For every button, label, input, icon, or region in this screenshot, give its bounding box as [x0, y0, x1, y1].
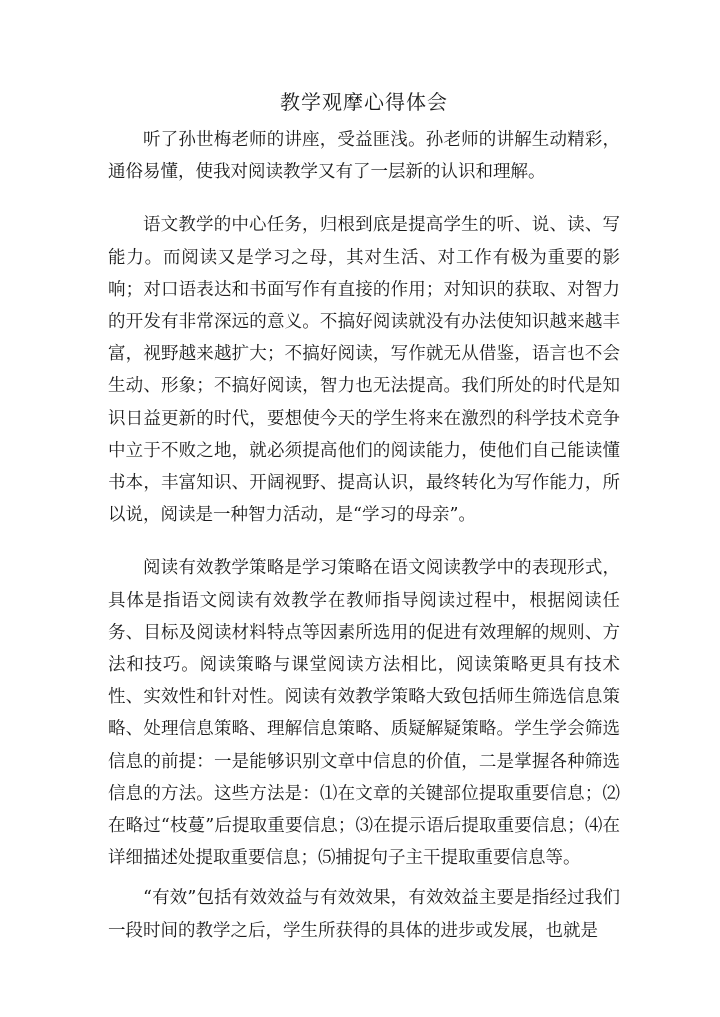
- paragraph-2: 语文教学的中心任务，归根到底是提高学生的听、说、读、写能力。而阅读又是学习之母，其对生活、对工作有极为重要的影响；对口语表达和书面写作有直接的作用；对知识的获取、对智力的开发有非常深远的意义。不搞好阅读就没有办法使知识越来越丰富，视野越来越扩大；不搞好阅读，写作就无从借鉴，语言也不会生动、形象；不搞好阅读，智力也无法提高。我们所处的时代是知识日益更新的时代，要想使今天的学生将来在激烈的科学技术竞争中立于不败之地，就必须提高他们的阅读能力，使他们自己能读懂书本，丰富知识、开阔视野、提高认识，最终转化为写作能力，所以说，阅读是一种智力活动，是“学习的母亲”。: [108, 215, 620, 526]
- paragraph-4: “有效”包括有效效益与有效效果，有效效益主要是指经过我们一段时间的教学之后，学生所获得的具体的进步或发展，也就是: [108, 888, 620, 941]
- paragraph-1: 听了孙世梅老师的讲座，受益匪浅。孙老师的讲解生动精彩，通俗易懂，使我对阅读教学又有了一层新的认识和理解。: [108, 130, 620, 183]
- paragraph-3: 阅读有效教学策略是学习策略在语文阅读教学中的表现形式，具体是指语文阅读有效教学在教师指导阅读过程中，根据阅读任务、目标及阅读材料特点等因素所选用的促进有效理解的规则、方法和技巧。阅读策略与课堂阅读方法相比，阅读策略更具有技术性、实效性和针对性。阅读有效教学策略大致包括师生筛选信息策略、处理信息策略、理解信息策略、质疑解疑策略。学生学会筛选信息的前提：一是能够识别文章中信息的价值，二是掌握各种筛选信息的方法。这些方法是：⑴在文章的关键部位提取重要信息；⑵在略过“枝蔓”后提取重要信息；⑶在提示语后提取重要信息；⑷在详细描述处提取重要信息；⑸捕捉句子主干提取重要信息等。: [108, 558, 620, 869]
- document-title: 教学观摩心得体会: [280, 90, 448, 114]
